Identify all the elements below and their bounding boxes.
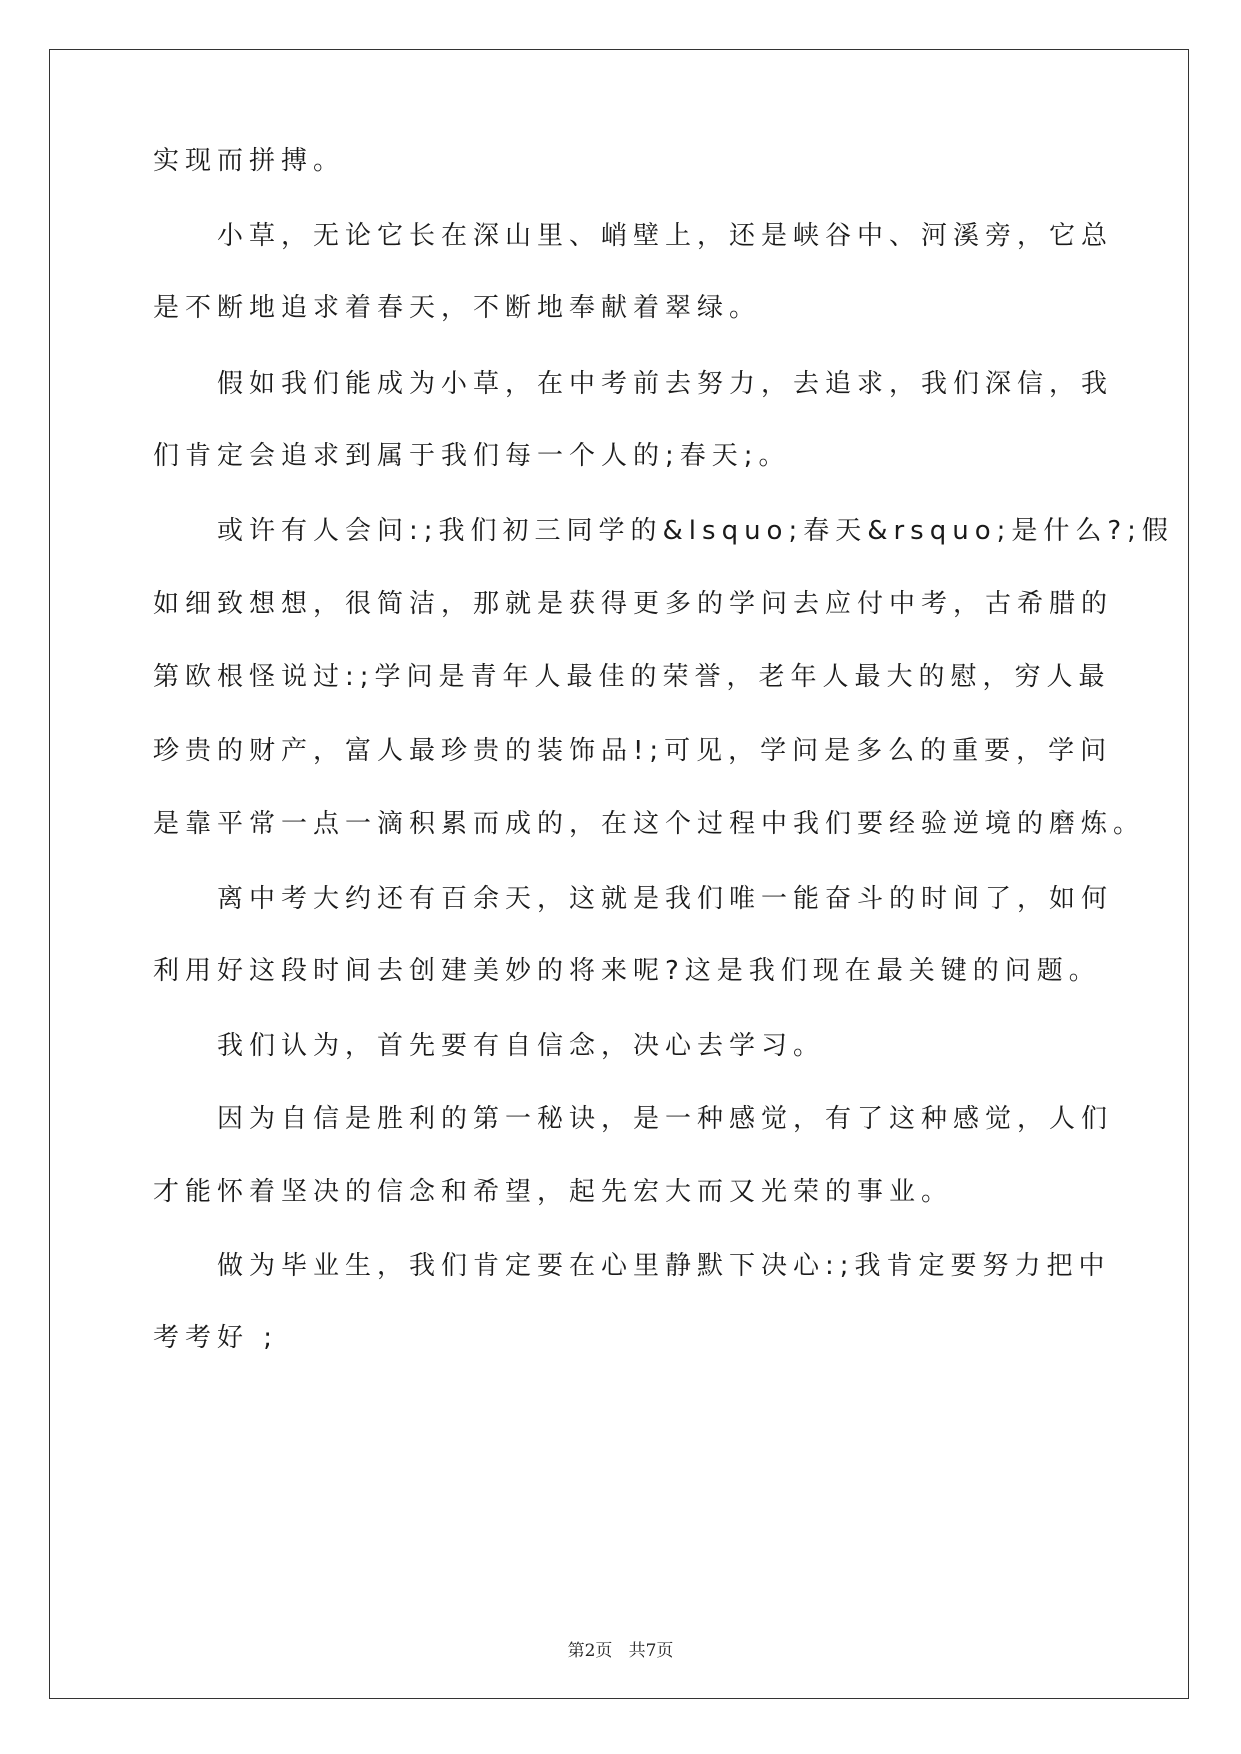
- text-line: 或许有人会问:;我们初三同学的&lsquo;春天&rsquo;是什么?;假: [217, 516, 1174, 546]
- text-line: 是不断地追求着春天，不断地奉献着翠绿。: [153, 293, 762, 323]
- text-line: 我们认为，首先要有自信念，决心去学习。: [217, 1031, 826, 1061]
- text-line: 如细致想想，很简洁，那就是获得更多的学问去应付中考，古希腊的: [153, 589, 1114, 619]
- text-line: 因为自信是胜利的第一秘诀，是一种感觉，有了这种感觉，人们: [217, 1104, 1114, 1134]
- text-line: 利用好这段时间去创建美妙的将来呢?这是我们现在最关键的问题。: [153, 956, 1101, 986]
- page-number-footer: 第2页 共7页: [567, 1641, 674, 1661]
- text-line: 珍贵的财产，富人最珍贵的装饰品!;可见，学问是多么的重要，学问: [153, 736, 1113, 766]
- text-line: 假如我们能成为小草，在中考前去努力，去追求，我们深信，我: [217, 369, 1114, 399]
- text-line: 实现而拼搏。: [153, 146, 346, 176]
- text-line: 们肯定会追求到属于我们每一个人的;春天;。: [153, 441, 791, 471]
- text-line: 小草，无论它长在深山里、峭壁上，还是峡谷中、河溪旁，它总: [217, 221, 1114, 251]
- text-line: 做为毕业生，我们肯定要在心里静默下决心:;我肯定要努力把中: [217, 1251, 1111, 1281]
- text-line: 第欧根怪说过:;学问是青年人最佳的荣誉，老年人最大的慰，穷人最: [153, 662, 1111, 692]
- text-line: 考考好 ;: [153, 1323, 279, 1353]
- text-line: 是靠平常一点一滴积累而成的，在这个过程中我们要经验逆境的磨炼。: [153, 809, 1146, 839]
- text-line: 才能怀着坚决的信念和希望，起先宏大而又光荣的事业。: [153, 1177, 954, 1207]
- text-line: 离中考大约还有百余天，这就是我们唯一能奋斗的时间了，如何: [217, 884, 1114, 914]
